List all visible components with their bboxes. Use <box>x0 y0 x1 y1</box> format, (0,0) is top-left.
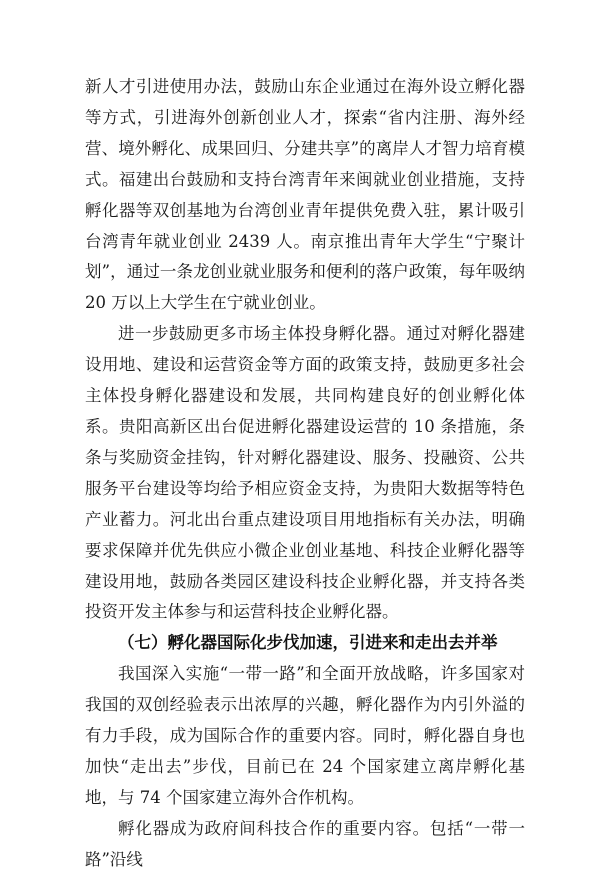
section-heading: （七）孵化器国际化步伐加速，引进来和走出去并举 <box>118 633 498 653</box>
document-page <box>85 72 525 876</box>
paragraph-market-entities: 进一步鼓励更多市场主体投身孵化器。通过对孵化器建设用地、建设和运营资金等方面的政策支持，鼓励更多社会主体投身孵化器建设和发展，共同构建良好的创业孵化体系。贵阳高新区出台促进孵化器建设运营的 10 条措施，条条与奖励资金挂钩，针对孵化器建设、服务、投融资、公共服务平台建设等均给予相应资金支持，为贵阳大数据等特色产业蓄力。河北出台重点建设项目用地指标有关办法，明确要求保障并优先供应小微企业创业基地、科技企业孵化器等建设用地，鼓励各类园区建设科技企业孵化器，并支持各类投资开发主体参与和运营科技企业孵化器。 <box>85 324 525 622</box>
paragraph-internationalization: 我国深入实施“一带一路”和全面开放战略，许多国家对我国的双创经验表示出浓厚的兴趣，孵化器作为内引外溢的有力手段，成为国际合作的重要内容。同时，孵化器自身也加快“走出去”步伐，目前已在 24 个国家建立离岸孵化基地，与 74 个国家建立海外合作机构。 <box>85 664 525 807</box>
paragraph-government-cooperation: 孵化器成为政府间科技合作的重要内容。包括“一带一路”沿线 <box>85 818 525 869</box>
paragraph-talent-programs: 新人才引进使用办法，鼓励山东企业通过在海外设立孵化器等方式，引进海外创新创业人才，探索“省内注册、海外经营、境外孵化、成果回归、分建共享”的离岸人才智力培育模式。福建出台鼓励和支持台湾青年来闽就业创业措施，支持孵化器等双创基地为台湾创业青年提供免费入驻，累计吸引台湾青年就业创业 2439 人。南京推出青年大学生“宁聚计划”，通过一条龙创业就业服务和便利的落户政策，每年吸纳 20 万以上大学生在宁就业创业。 <box>85 77 525 313</box>
